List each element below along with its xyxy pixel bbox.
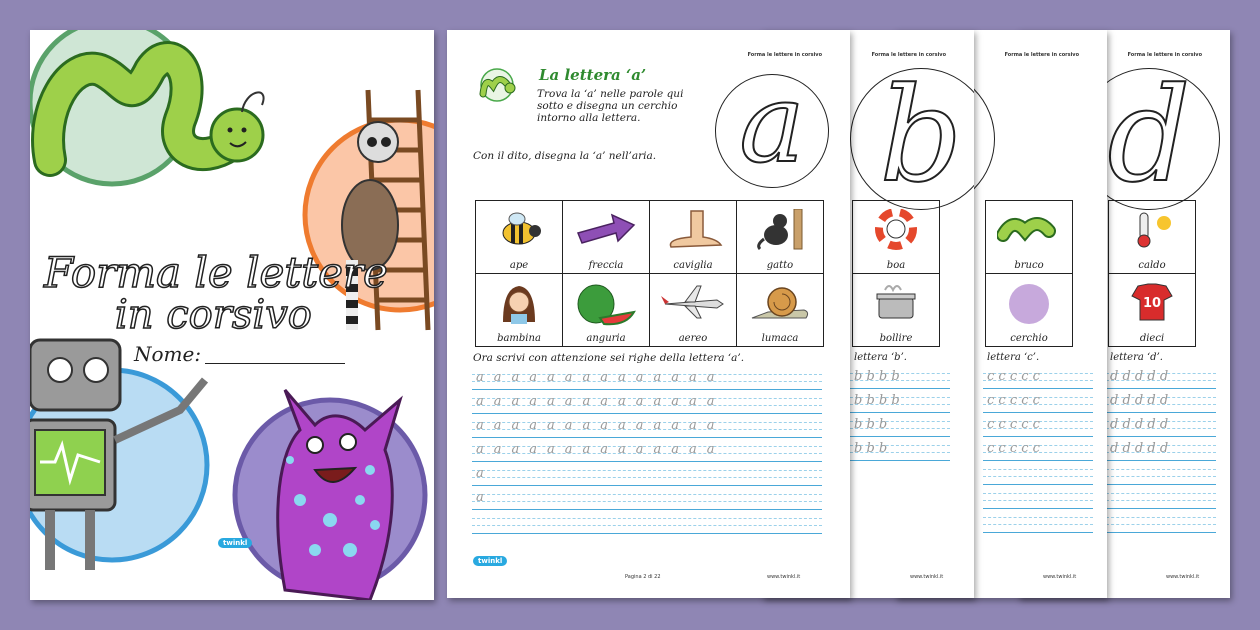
practice-row[interactable]: d d d d d (1106, 389, 1216, 413)
website: www.twinkl.it (910, 574, 944, 580)
website: www.twinkl.it (1166, 574, 1200, 580)
practice-lines (472, 366, 822, 534)
practice-row[interactable]: d d d d d (1106, 437, 1216, 461)
practice-row[interactable]: aaaaaaaaaaaaaa (472, 414, 822, 438)
practice-row[interactable] (1106, 485, 1216, 509)
practice-row[interactable]: c c c c c (983, 413, 1093, 437)
caterpillar-icon (475, 68, 519, 102)
picture-grid (475, 200, 824, 347)
practice-row[interactable]: b b b (850, 413, 950, 437)
twinkl-logo: twinkl (218, 538, 252, 548)
practice-row[interactable] (472, 510, 822, 534)
practice-row[interactable]: aaaaaaaaaaaaaa (472, 366, 822, 390)
word-label: lumaca (761, 333, 799, 344)
page-header: Forma le lettere in corsivo (1127, 52, 1202, 58)
letter-circle (715, 59, 829, 188)
word-label: bambina (497, 333, 541, 344)
write-prompt: lettera ‘b’. (854, 352, 907, 363)
practice-row[interactable]: d d d d d (1106, 365, 1216, 389)
practice-lines (850, 365, 950, 461)
grid-cell (476, 201, 563, 274)
page-heading: La lettera ‘a’ (539, 66, 647, 84)
word-label: anguria (586, 333, 626, 344)
grid-cell (986, 274, 1073, 347)
letter-circle (850, 59, 974, 211)
grid-cell (737, 201, 824, 274)
page-number: Pagina 2 di 22 (625, 574, 661, 580)
practice-lines (983, 365, 1093, 533)
watermelon-icon (574, 282, 638, 326)
name-field[interactable] (205, 363, 345, 364)
bee-icon (489, 209, 549, 249)
practice-row[interactable]: aaaaaaaaaaaaaa (472, 438, 822, 462)
purple-circle-icon (1007, 282, 1051, 326)
picture-grid (1108, 200, 1196, 347)
practice-row[interactable]: b b b b (850, 365, 950, 389)
write-prompt: lettera ‘c’. (987, 352, 1040, 363)
instruction-2: Con il dito, disegna la ‘a’ nell’aria. (473, 150, 657, 162)
snail-icon (748, 282, 812, 322)
cover-title-line2: in corsivo (115, 292, 312, 338)
page-header: Forma le lettere in corsivo (871, 52, 946, 58)
practice-row[interactable]: c c c c c (983, 389, 1093, 413)
word-label: caviglia (673, 260, 713, 271)
big-letter: d (1107, 59, 1191, 211)
picture-grid (985, 200, 1073, 347)
practice-row[interactable] (983, 485, 1093, 509)
grid-cell (737, 274, 824, 347)
big-letter: a (739, 59, 805, 187)
practice-row[interactable]: d d d d d (1106, 413, 1216, 437)
lifebuoy-icon (874, 209, 918, 253)
practice-row[interactable] (983, 461, 1093, 485)
word-label: dieci (1139, 333, 1165, 344)
word-label: gatto (766, 260, 794, 271)
caterpillar-icon (997, 209, 1061, 245)
grid-cell (650, 201, 737, 274)
big-letter: b (879, 59, 963, 211)
instruction-1: Trova la ‘a’ nelle parole qui sotto e disegna un cerchio intorno alla lettera. (537, 88, 684, 124)
practice-row[interactable] (1106, 509, 1216, 533)
page-header: Forma le lettere in corsivo (747, 52, 822, 58)
shirt-number: 10 (1142, 296, 1162, 311)
twinkl-logo: twinkl (473, 556, 507, 566)
worksheet-page-a (447, 30, 850, 598)
practice-row[interactable]: a (472, 462, 822, 486)
name-label: Nome: (134, 342, 202, 366)
practice-row[interactable] (983, 509, 1093, 533)
grid-cell (476, 274, 563, 347)
website: www.twinkl.it (1043, 574, 1077, 580)
page-header: Forma le lettere in corsivo (1004, 52, 1079, 58)
word-label: caldo (1138, 260, 1166, 271)
grid-cell (853, 274, 940, 347)
grid-cell (853, 201, 940, 274)
website: www.twinkl.it (767, 574, 801, 580)
monster-icon (278, 390, 400, 600)
thermometer-icon (1132, 209, 1172, 249)
cat-icon (750, 209, 810, 251)
grid-cell (563, 201, 650, 274)
word-label: bollire (879, 333, 913, 344)
grid-cell (1109, 201, 1196, 274)
word-label: ape (509, 260, 529, 271)
practice-row[interactable]: aaaaaaaaaaaaaa (472, 390, 822, 414)
practice-row[interactable]: c c c c c (983, 437, 1093, 461)
grid-cell (1109, 274, 1196, 347)
practice-row[interactable]: c c c c c (983, 365, 1093, 389)
write-prompt: lettera ‘d’. (1110, 352, 1163, 363)
practice-lines (1106, 365, 1216, 533)
word-label: bruco (1014, 260, 1044, 271)
foot-icon (661, 209, 725, 249)
practice-row[interactable]: b b b b (850, 389, 950, 413)
word-label: boa (886, 260, 906, 271)
pot-icon (871, 282, 921, 322)
grid-cell (650, 274, 737, 347)
word-label: freccia (588, 260, 624, 271)
practice-row[interactable]: a (472, 486, 822, 510)
practice-row[interactable] (1106, 461, 1216, 485)
girl-icon (497, 282, 541, 326)
grid-cell (986, 201, 1073, 274)
write-prompt: Ora scrivi con attenzione sei righe della lettera ‘a’. (473, 352, 745, 364)
word-label: cerchio (1010, 333, 1048, 344)
cover-page (30, 30, 434, 600)
practice-row[interactable]: b b b (850, 437, 950, 461)
grid-cell (563, 274, 650, 347)
plane-icon (661, 282, 725, 322)
picture-grid (852, 200, 940, 347)
cover-title-line1: Forma le lettere (44, 248, 388, 297)
word-label: aereo (678, 333, 708, 344)
arrow-icon (574, 209, 638, 245)
